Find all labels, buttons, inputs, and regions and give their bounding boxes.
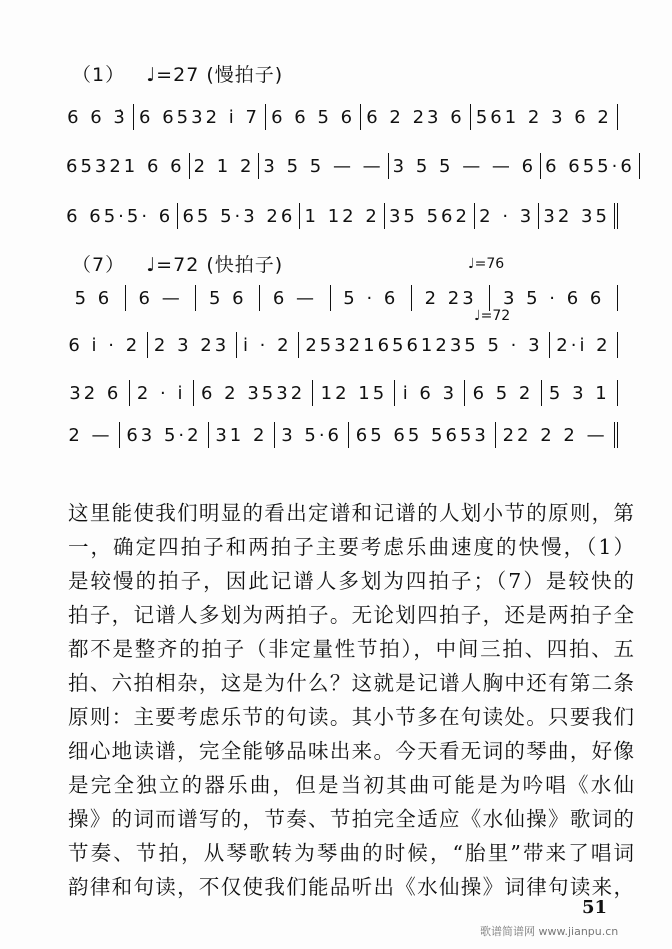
measure: 3 5 · 6 6 xyxy=(490,285,618,311)
measure: 32 35 xyxy=(539,203,618,229)
measure: 2 — xyxy=(62,422,120,448)
measure: 3 5 5 — — xyxy=(259,153,388,179)
measure: 6 — xyxy=(126,285,196,311)
text-line: 都不是整齐的拍子（非定量性节拍），中间三拍、四拍、五 xyxy=(68,637,634,661)
measure: 6 655·6 xyxy=(541,153,640,179)
measure: 65321 6 6 xyxy=(62,153,190,179)
measure: 2 23 xyxy=(412,285,490,311)
section-label: （7） xyxy=(72,254,126,276)
notation-row xyxy=(62,203,618,229)
measure: 63 5·2 xyxy=(120,422,209,448)
notation-row xyxy=(62,422,618,448)
measure: 6 — xyxy=(260,285,330,311)
measure: 3 5·6 xyxy=(275,422,350,448)
measure: 2 · 3 xyxy=(475,203,539,229)
page-number: 51 xyxy=(582,897,608,918)
measure: 6 2 3532 xyxy=(194,380,314,406)
notation-row xyxy=(62,104,618,130)
measure: 5 6 xyxy=(196,285,260,311)
tempo-change: ♩=76 xyxy=(468,256,505,272)
tempo-marking: ♩=72 xyxy=(146,254,200,276)
measure: 6 5 2 xyxy=(465,380,541,406)
measure: 1 12 2 xyxy=(300,203,384,229)
measure: 31 2 xyxy=(209,422,275,448)
measure: 32 6 xyxy=(62,380,130,406)
text-line: 原则：主要考虑乐节的句读。其小节多在句读处。只要我们 xyxy=(68,705,634,729)
measure: 2·i 2 xyxy=(550,332,618,358)
text-line: 拍、六拍相杂，这是为什么？这就是记谱人胸中还有第二条 xyxy=(68,671,634,695)
text-line: 一，确定四拍子和两拍子主要考虑乐曲速度的快慢，（1） xyxy=(68,535,634,559)
measure: 5 · 6 xyxy=(331,285,412,311)
text-line: 韵律和句读，不仅使我们能品听出《水仙操》词律句读来， xyxy=(68,875,634,899)
tempo-marking: ♩=27 xyxy=(146,64,200,86)
text-line: 节奏、节拍，从琴歌转为琴曲的时候，“胎里”带来了唱词 xyxy=(68,841,634,865)
section-1-header xyxy=(72,60,283,87)
tempo-change: ♩=72 xyxy=(474,308,511,324)
measure: i 6 3 xyxy=(395,380,465,406)
measure: 6 i · 2 xyxy=(62,332,148,358)
section-7-header xyxy=(72,250,283,277)
measure: 22 2 2 — xyxy=(496,422,618,448)
text-line: 拍子，记谱人多划为两拍子。无论划四拍子，还是两拍子全 xyxy=(68,603,634,627)
notation-row xyxy=(62,380,618,406)
measure: 253216561235 5 · 3 xyxy=(299,332,550,358)
body-paragraph xyxy=(68,496,634,904)
notation-row xyxy=(62,153,635,179)
measure: 6 2 23 6 xyxy=(361,104,471,130)
text-line: 是完全独立的器乐曲，但是当初其曲可能是为吟唱《水仙 xyxy=(68,773,634,797)
tempo-note: (快拍子) xyxy=(206,254,284,276)
measure: 6 6 5 6 xyxy=(266,104,361,130)
measure: 65 65 5653 xyxy=(349,422,496,448)
measure: 2 1 2 xyxy=(190,153,260,179)
measure: i · 2 xyxy=(237,332,299,358)
notation-row xyxy=(62,332,618,358)
text-line: 操》的词而谱写的，节奏、节拍完全适应《水仙操》歌词的 xyxy=(68,807,634,831)
watermark: 歌谱简谱网 www.jianpu.cn xyxy=(480,925,619,938)
section-label: （1） xyxy=(72,64,126,86)
measure: 12 15 xyxy=(313,380,395,406)
tempo-note: (慢拍子) xyxy=(206,64,284,86)
measure: 6 65·5· 6 xyxy=(62,203,178,229)
measure: 2 3 23 xyxy=(148,332,237,358)
measure: 2 · i xyxy=(130,380,194,406)
text-line: 这里能使我们明显的看出定谱和记谱的人划小节的原则，第 xyxy=(68,501,634,525)
text-line: 是较慢的拍子，因此记谱人多划为四拍子；（7）是较快的 xyxy=(68,569,634,593)
measure: 6 6 3̇ xyxy=(62,104,134,130)
measure: 35 562 xyxy=(385,203,475,229)
notation-row xyxy=(62,285,618,311)
measure: 3 5 5 — — 6 xyxy=(389,153,541,179)
measure: 6 6532 i 7 xyxy=(134,104,266,130)
measure: 561 2 3 6 2 xyxy=(471,104,618,130)
measure: 5 3 1 xyxy=(542,380,618,406)
measure: 65 5·3 26 xyxy=(178,203,300,229)
text-line: 细心地读谱，完全能够品味出来。今天看无词的琴曲，好像 xyxy=(68,739,634,763)
measure: 5 6 xyxy=(62,285,126,311)
